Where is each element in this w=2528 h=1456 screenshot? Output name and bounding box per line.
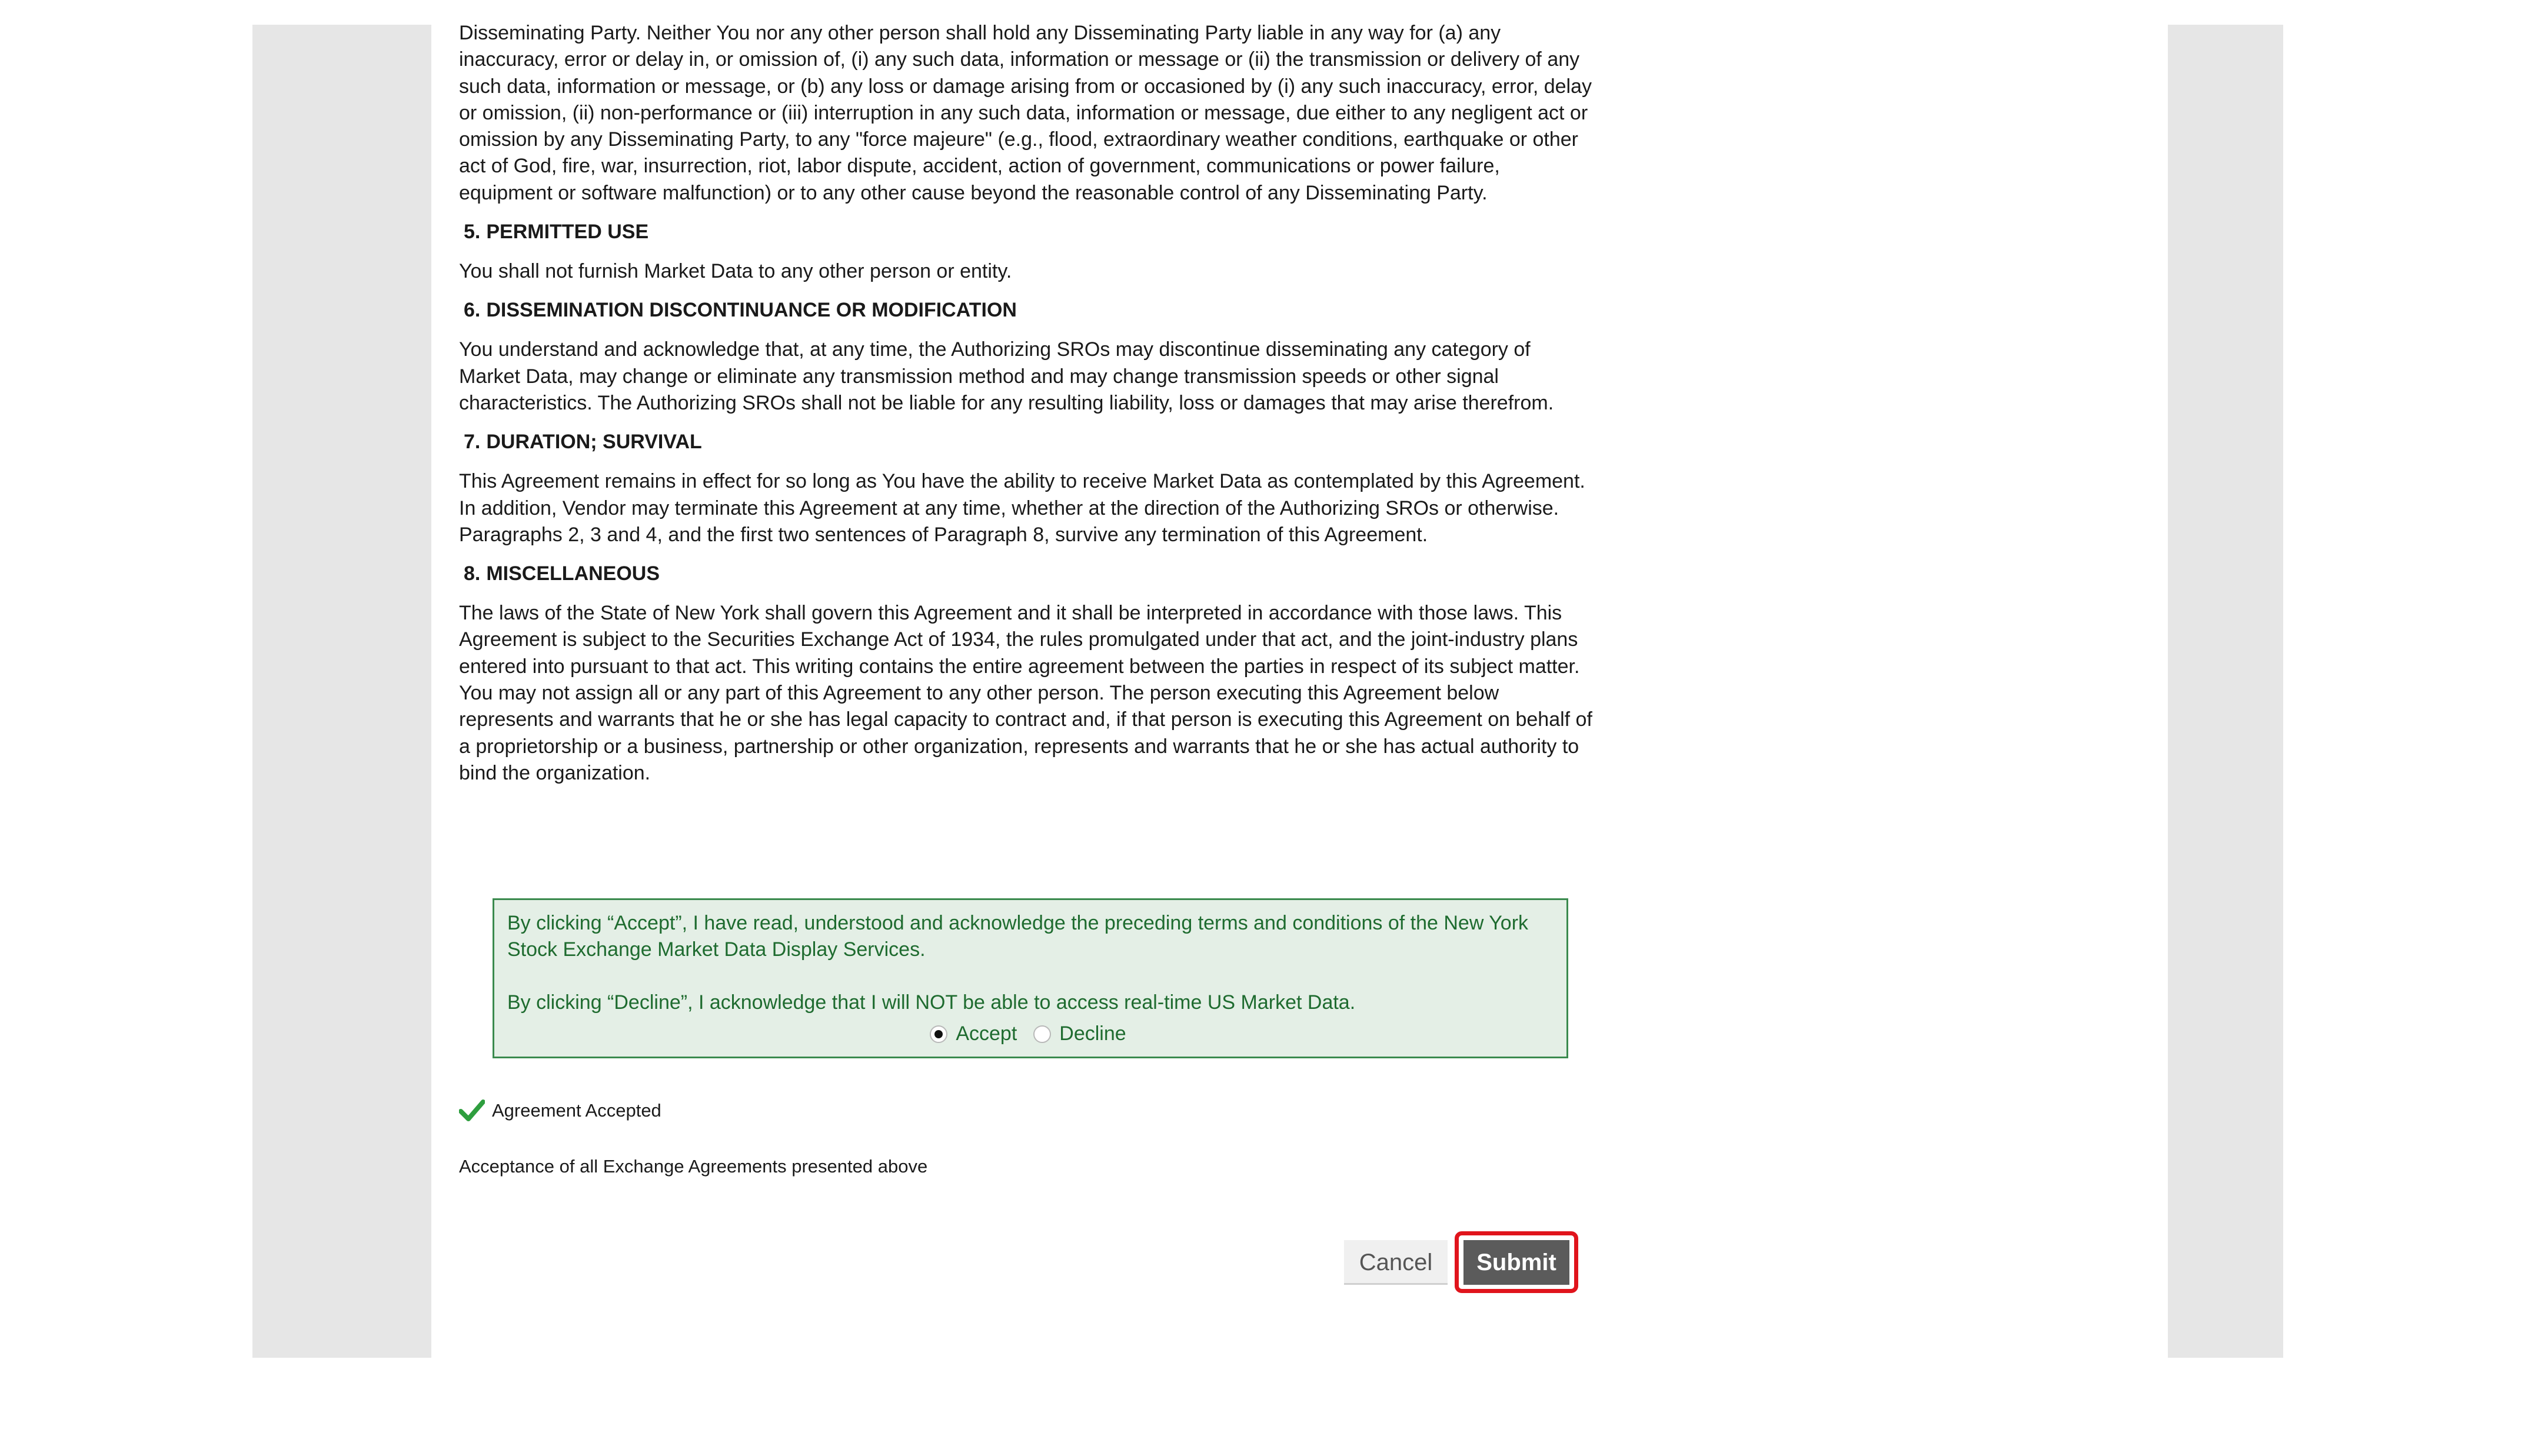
section-5-heading [464,219,1595,245]
right-page-margin [2168,25,2283,1358]
section-7-body: This Agreement remains in effect for so long as You have the ability to receive Market Data as contemplated by this Agreement. In addition, Vendor may terminate this Agreement at any time, whether at the direction of the Authorizing SROs or otherwise. Paragraphs 2, 3 and 4, and the first two sentences of Paragraph 8, survive any termination of this Agreement. [459,470,1585,546]
section-title: DURATION; SURVIVAL [486,431,702,454]
submit-button[interactable]: Submit [1463,1240,1569,1285]
section-7-heading [464,429,1595,455]
accept-radio[interactable] [930,1025,947,1043]
agreement-status [459,1099,661,1122]
checkmark-icon [459,1099,485,1122]
section-number: 7. [464,431,481,454]
section-title: PERMITTED USE [486,221,649,244]
status-text: Agreement Accepted [492,1100,661,1121]
section-title: DISSEMINATION DISCONTINUANCE OR MODIFICATION [486,299,1017,322]
left-page-margin [252,25,431,1358]
accept-radio-label[interactable]: Accept [956,1022,1017,1045]
section-5-body: You shall not furnish Market Data to any other person or entity. [459,260,1012,283]
section-8-heading [464,561,1595,587]
consent-radio-group [519,1021,1554,1047]
decline-radio[interactable] [1033,1025,1051,1043]
section-number: 8. [464,562,481,585]
acceptance-note: Acceptance of all Exchange Agreements presented above [459,1156,928,1177]
decline-statement: By clicking “Decline”, I acknowledge that I will NOT be able to access real-time US Market Data. [507,991,1356,1014]
decline-radio-label[interactable]: Decline [1059,1022,1126,1045]
cancel-button[interactable]: Cancel [1344,1240,1448,1285]
agreement-text [459,20,1595,787]
section-title: MISCELLANEOUS [486,562,660,585]
section-8-body: The laws of the State of New York shall govern this Agreement and it shall be interpreted in accordance with those laws. This Agreement is subject to the Securities Exchange Act of 1934, the rules promulgated under that act, and the joint-industry plans entered into pursuant to that act. This writing contains the entire agreement between the parties in respect of its subject matter. You may not assign all or any part of this Agreement to any other person. The person executing this Agreement below represents and warrants that he or she has legal capacity to contract and, if that person is executing this Agreement on behalf of a proprietorship or a business, partnership or other organization, represents and warrants that he or she has actual authority to bind the organization. [459,602,1592,784]
accept-statement: By clicking “Accept”, I have read, understood and acknowledge the preceding terms and conditions of the New York Stock Exchange Market Data Display Services. [507,912,1529,961]
section-6-heading [464,297,1595,324]
section-6-body: You understand and acknowledge that, at any time, the Authorizing SROs may discontinue disseminating any category of Market Data, may change or eliminate any transmission method and may change transmission speeds or other signal characteristics. The Authorizing SROs shall not be liable for any resulting liability, loss or damages that may arise therefrom. [459,338,1554,414]
agreement-intro-paragraph: Disseminating Party. Neither You nor any other person shall hold any Disseminating Party liable in any way for (a) any inaccuracy, error or delay in, or omission of, (i) any such data, information or message or (ii) the transmission or delivery of any such data, information or message, or (b) any loss or damage arising from or occasioned by (i) any such inaccuracy, error, delay or omission, (ii) non-performance or (iii) interruption in any such data, information or message, due either to any negligent act or omission by any Disseminating Party, to any "force majeure" (e.g., flood, extraordinary weather conditions, earthquake or other act of God, fire, war, insurrection, riot, labor dispute, accident, action of government, communications or power failure, equipment or software malfunction) or to any other cause beyond the reasonable control of any Disseminating Party. [459,22,1592,204]
consent-box [493,898,1568,1058]
section-number: 5. [464,221,481,244]
section-number: 6. [464,299,481,322]
